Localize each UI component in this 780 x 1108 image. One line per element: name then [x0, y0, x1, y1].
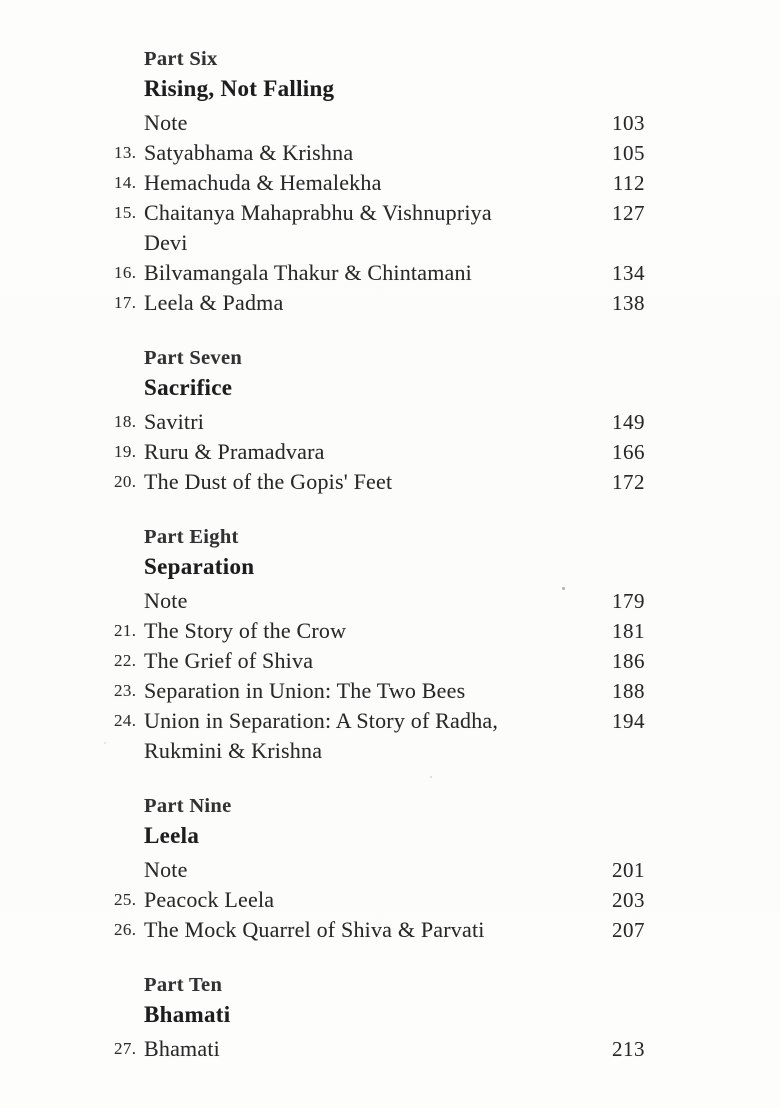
entry-title-line: Satyabhama & Krishna: [144, 140, 354, 165]
entry-page-number: 194: [612, 709, 645, 733]
entry-number: 19.: [114, 442, 137, 461]
toc-entry: [114, 168, 645, 198]
entry-title-line: Hemachuda & Hemalekha: [144, 170, 382, 195]
entry-title: [144, 855, 603, 885]
entry-title: [144, 706, 603, 766]
entry-title: [144, 198, 603, 258]
entry-title: [144, 288, 603, 318]
entry-title-line: Note: [144, 588, 188, 613]
toc-entry: [114, 885, 645, 915]
entry-number: 15.: [114, 203, 137, 222]
entry-title: [144, 885, 603, 915]
entry-title-line: Bilvamangala Thakur & Chintamani: [144, 260, 472, 285]
toc-entry: [114, 437, 645, 467]
entry-title-line: Devi: [144, 230, 188, 255]
entry-title: [144, 467, 603, 497]
entry-title-line: Ruru & Pramadvara: [144, 439, 325, 464]
part-label: Part Eight: [144, 526, 239, 548]
entry-page-number: 186: [612, 649, 645, 673]
entry-title-line: Leela & Padma: [144, 290, 284, 315]
part-title: Sacrifice: [144, 375, 233, 400]
entry-title: [144, 1034, 603, 1064]
entry-title: [144, 258, 603, 288]
toc-entry: [114, 706, 645, 766]
entry-title-line: The Dust of the Gopis' Feet: [144, 469, 393, 494]
entry-title-line: Note: [144, 857, 188, 882]
entry-number: 27.: [114, 1039, 137, 1058]
entry-title-line: The Story of the Crow: [144, 618, 347, 643]
entry-page-number: 138: [612, 291, 645, 315]
entry-title-line: Savitri: [144, 409, 205, 434]
entry-title-line: Rukmini & Krishna: [144, 738, 323, 763]
entry-page-number: 203: [612, 888, 645, 912]
toc-entry: [114, 586, 645, 616]
toc-section: [114, 522, 645, 766]
part-label: Part Seven: [144, 347, 243, 369]
entry-number: 25.: [114, 890, 137, 909]
toc-entry: [114, 1034, 645, 1064]
entry-title-line: Union in Separation: A Story of Radha,: [144, 708, 499, 733]
entry-title: [144, 646, 603, 676]
toc-entry: [114, 258, 645, 288]
scan-speck: [562, 587, 565, 590]
entry-title-line: Note: [144, 110, 188, 135]
entry-page-number: 188: [612, 679, 645, 703]
toc-entry: [114, 855, 645, 885]
entry-title-line: Separation in Union: The Two Bees: [144, 678, 466, 703]
entry-number: 14.: [114, 173, 137, 192]
toc-entry: [114, 676, 645, 706]
part-label: Part Nine: [144, 795, 232, 817]
toc-entry: [114, 467, 645, 497]
entry-title: [144, 168, 603, 198]
part-title: Leela: [144, 823, 200, 848]
entry-title: [144, 108, 603, 138]
entry-title: [144, 437, 603, 467]
entry-page-number: 127: [612, 201, 645, 225]
entry-title: [144, 138, 603, 168]
entry-page-number: 213: [612, 1037, 645, 1061]
entry-title-line: The Mock Quarrel of Shiva & Parvati: [144, 917, 485, 942]
part-label: Part Six: [144, 48, 218, 70]
scan-speck: [430, 776, 432, 778]
toc-entry: [114, 646, 645, 676]
entry-page-number: 172: [612, 470, 645, 494]
entry-number: 20.: [114, 472, 137, 491]
toc-section: [114, 343, 645, 497]
entry-number: 24.: [114, 711, 137, 730]
entry-title: [144, 676, 603, 706]
entry-page-number: 112: [612, 171, 645, 195]
part-title: Rising, Not Falling: [144, 76, 335, 101]
entry-number: 21.: [114, 621, 137, 640]
entry-page-number: 179: [612, 589, 645, 613]
entry-page-number: 201: [612, 858, 645, 882]
entry-title-line: Chaitanya Mahaprabhu & Vishnupriya: [144, 200, 492, 225]
toc-entry: [114, 108, 645, 138]
entry-number: 13.: [114, 143, 137, 162]
entry-number: 23.: [114, 681, 137, 700]
entry-page-number: 105: [612, 141, 645, 165]
toc-entry: [114, 198, 645, 258]
entry-title-line: Bhamati: [144, 1036, 220, 1061]
entry-number: 18.: [114, 412, 137, 431]
entry-number: 16.: [114, 263, 137, 282]
toc-entry: [114, 288, 645, 318]
part-title: Bhamati: [144, 1002, 231, 1027]
toc-entry: [114, 616, 645, 646]
toc-entry: [114, 407, 645, 437]
entry-page-number: 181: [612, 619, 645, 643]
part-title: Separation: [144, 554, 255, 579]
toc-section: [114, 970, 645, 1064]
toc-entry: [114, 915, 645, 945]
part-label: Part Ten: [144, 974, 223, 996]
entry-title-line: Peacock Leela: [144, 887, 275, 912]
entry-title: [144, 407, 603, 437]
entry-title: [144, 915, 603, 945]
entry-page-number: 166: [612, 440, 645, 464]
entry-title: [144, 616, 603, 646]
entry-number: 17.: [114, 293, 137, 312]
entry-page-number: 134: [612, 261, 645, 285]
entry-page-number: 149: [612, 410, 645, 434]
entry-page-number: 103: [612, 111, 645, 135]
toc-section: [114, 44, 645, 318]
toc-list: [114, 44, 645, 1064]
entry-number: 22.: [114, 651, 137, 670]
entry-page-number: 207: [612, 918, 645, 942]
toc-section: [114, 791, 645, 945]
scan-speck: [104, 742, 106, 744]
entry-number: 26.: [114, 920, 137, 939]
toc-entry: [114, 138, 645, 168]
entry-title-line: The Grief of Shiva: [144, 648, 314, 673]
entry-title: [144, 586, 603, 616]
